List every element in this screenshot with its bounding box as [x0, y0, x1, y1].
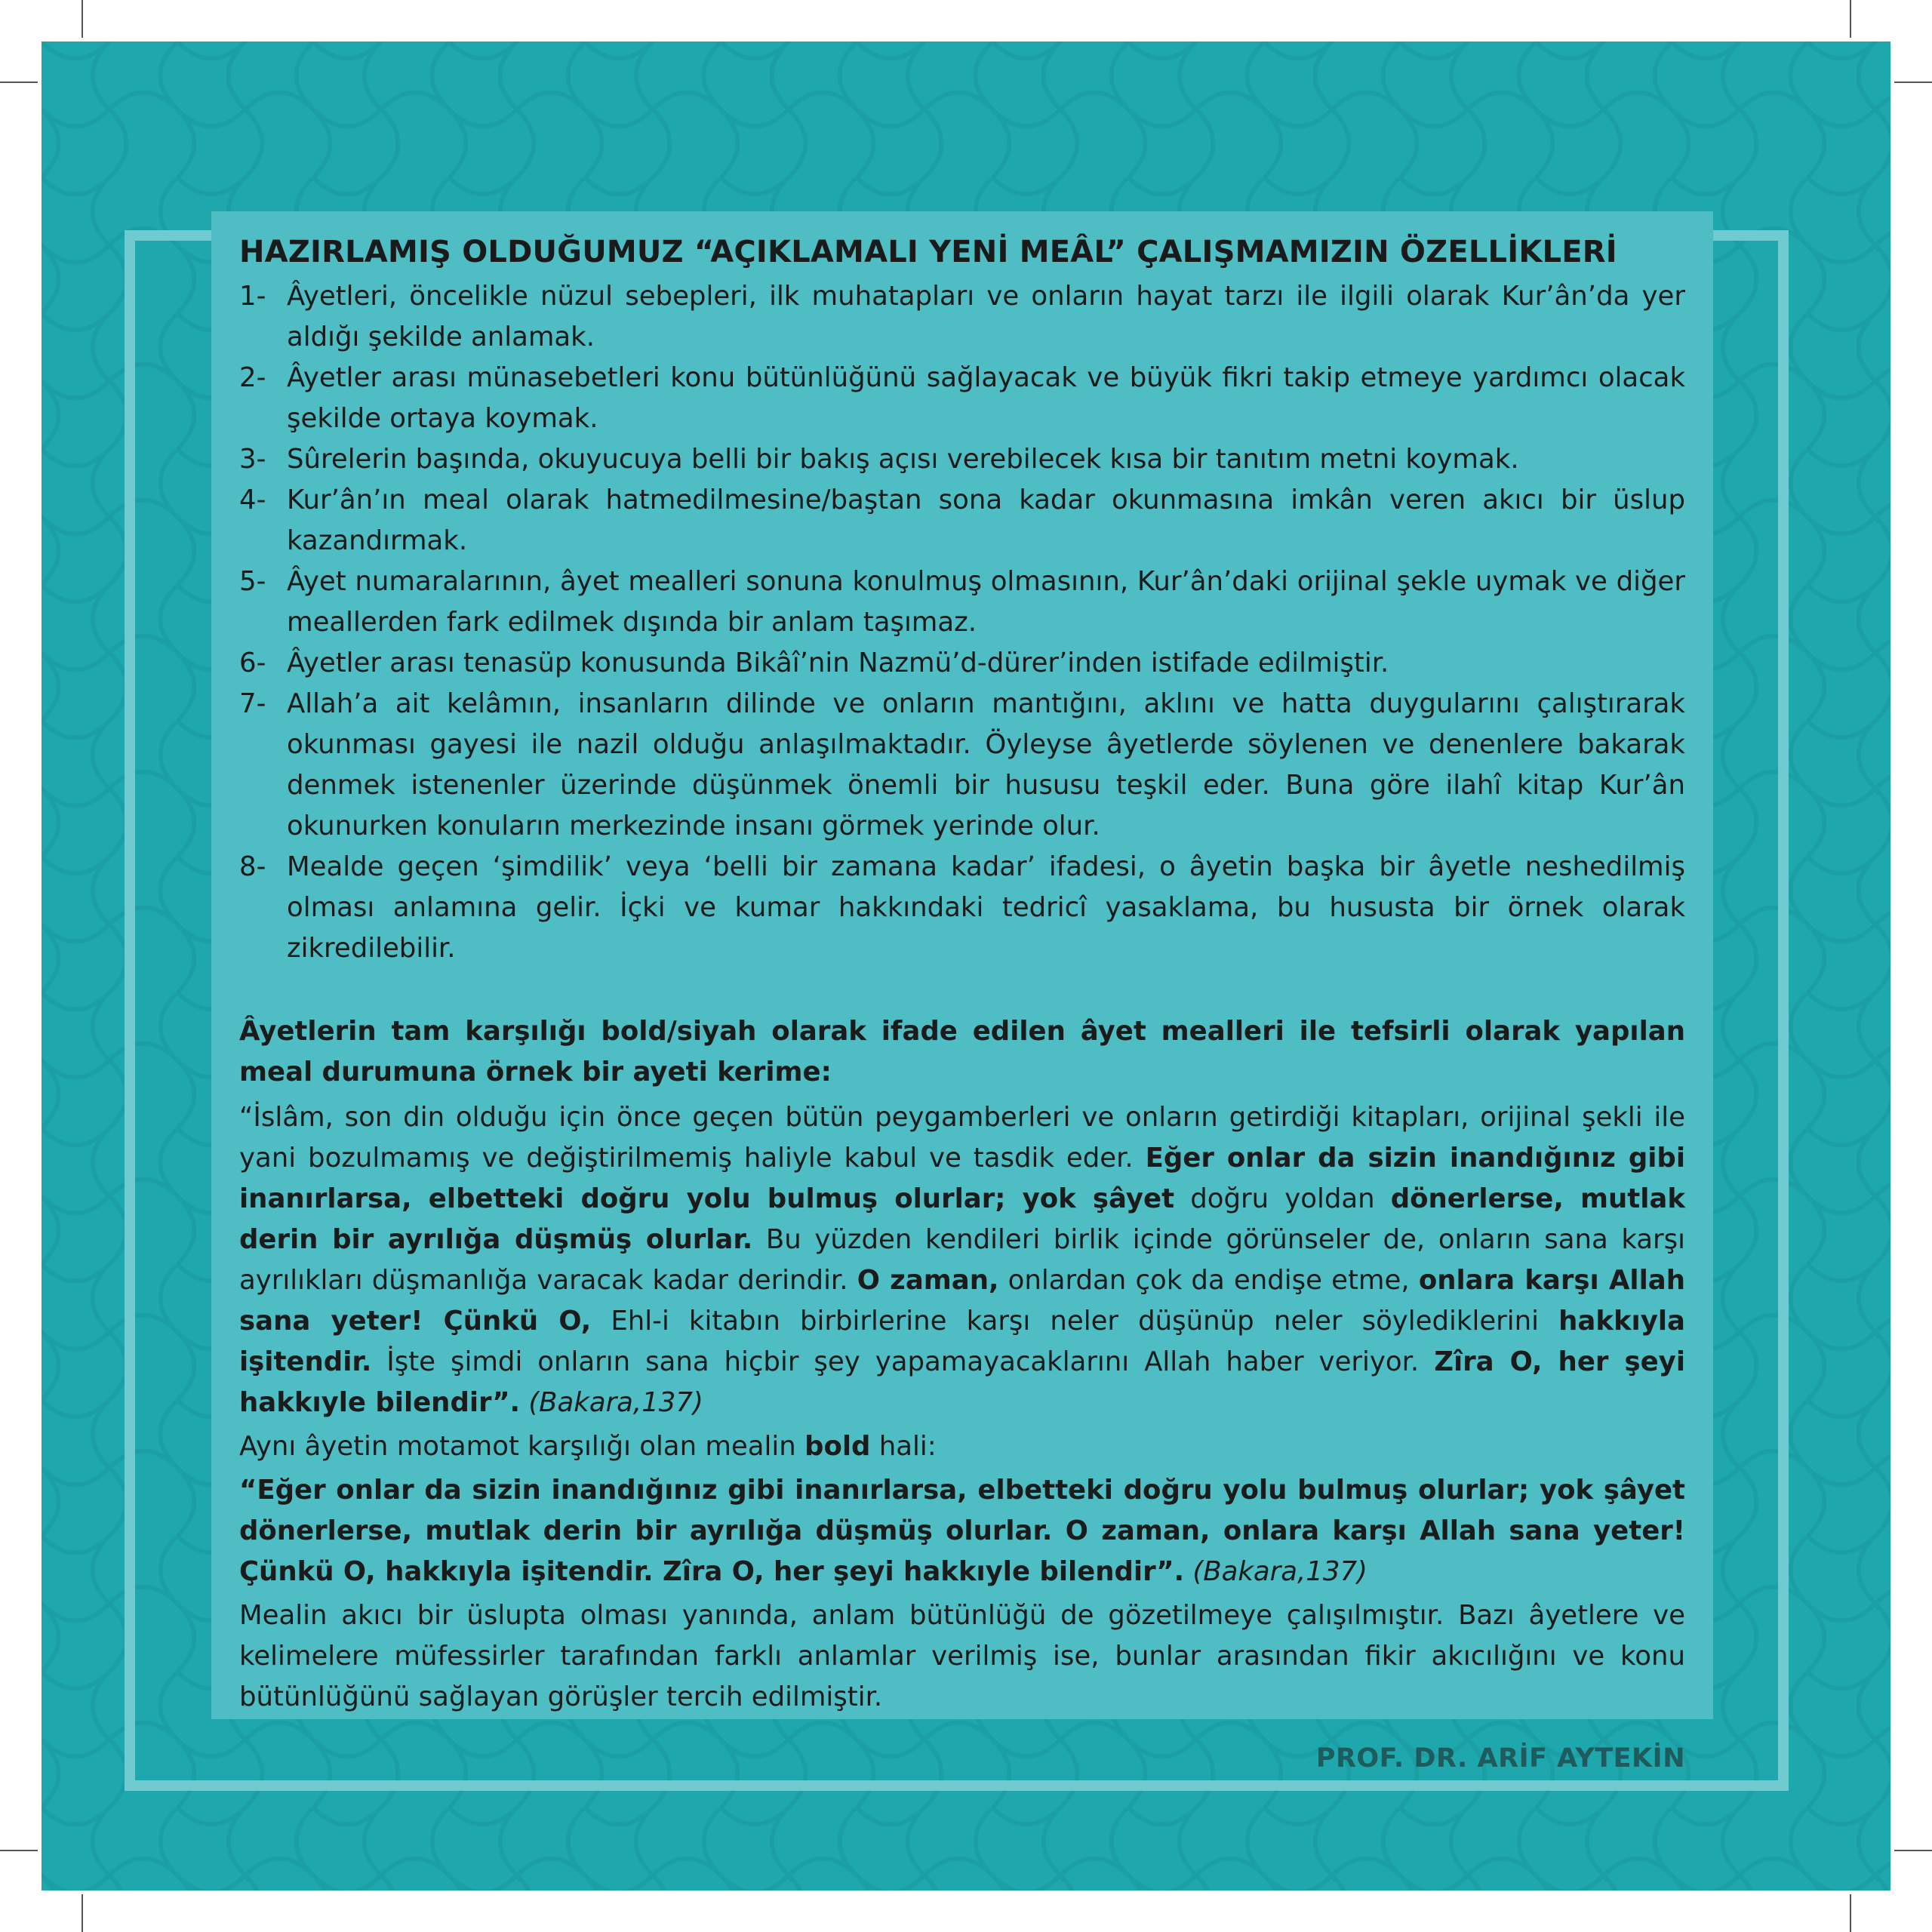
text-run: Bu yüzden kendileri birlik içinde görünseler de, onların sana karşı ayrılıkları düşmanlığa varacak kadar derindir. [239, 1224, 1685, 1296]
crop-mark [1850, 0, 1851, 38]
list-item [239, 480, 1685, 561]
text-run: doğru yoldan [1174, 1183, 1391, 1214]
crop-mark [1894, 1850, 1932, 1851]
crop-mark [82, 0, 83, 38]
bold-run: Zîra O, her şeyi hakkıyle bilendir”. [239, 1346, 1685, 1418]
crop-mark [0, 82, 38, 83]
bold-run: “Eğer onlar da sizin inandığınız gibi inanırlarsa, elbetteki doğru yolu bulmuş olurlar; yok şâyet dönerlerse, mutlak derin bir ayrılığa düşmüş olurlar. O zaman, onlara karşı Allah sana yeter! Çünkü O, hakkıyla işitendir. Zîra O, her şeyi hakkıyle bilendir”. [239, 1475, 1685, 1587]
item-number: 6- [239, 648, 266, 678]
list-item [239, 358, 1685, 439]
closing-paragraph: Mealin akıcı bir üslupta olması yanında, anlam bütünlüğü de gözetilmeye çalışılmıştır. Bazı âyetlere ve kelimelere müfessirler tarafından farklı anlamlar verilmiş ise, bunlar arasından fikir akıcılığını ve konu bütünlüğünü sağlayan görüşler tercih edilmiştir. [239, 1600, 1685, 1712]
text-run: hali: [870, 1431, 937, 1462]
item-text: Allah’a ait kelâmın, insanların dilinde ve onların mantığını, aklını ve hatta duygularını çalıştırarak okunması gayesi ile nazil olduğu anlaşılmaktadır. Öyleyse âyetlerde söylenen ve denenlere bakarak denmek istenenler üzerinde düşünmek önemli bir hususu teşkil eder. Buna göre ilahî kitap Kur’ân okunurken konuların merkezinde insanı görmek yerinde olur. [287, 688, 1685, 841]
item-number: 3- [239, 444, 266, 475]
list-item [239, 276, 1685, 358]
features-list [239, 276, 1685, 969]
text-run: “İslâm, son din olduğu için önce geçen bütün peygamberleri ve onların getirdiği kitapları, orijinal şekli ile yani bozulmamış ve değiştirilmemiş haliyle kabul ve tasdik eder. [239, 1102, 1685, 1174]
content-panel [211, 211, 1713, 1774]
list-item [239, 561, 1685, 643]
text-run: Ehl-i kitabın birbirlerine karşı neler düşünüp neler söylediklerini [591, 1306, 1559, 1337]
author-signature: PROF. DR. ARİF AYTEKİN [1315, 1743, 1685, 1774]
crop-mark [0, 1850, 38, 1851]
item-number: 4- [239, 485, 266, 515]
verse-reference: (Bakara,137) [1184, 1556, 1367, 1587]
bold-run: dönerlerse, mutlak derin bir ayrılığa düşmüş olurlar. [239, 1183, 1685, 1255]
crop-mark [82, 1894, 83, 1932]
literal-intro [239, 1426, 1685, 1467]
item-text: Sûrelerin başında, okuyucuya belli bir bakış açısı verebilecek kısa bir tanıtım metni koymak. [287, 444, 1519, 475]
item-text: Âyet numaralarının, âyet mealleri sonuna konulmuş olmasının, Kur’ân’daki orijinal şekle uymak ve diğer meallerden fark edilmek dışında bir anlam taşımaz. [287, 566, 1685, 638]
item-number: 1- [239, 281, 266, 312]
item-number: 7- [239, 688, 266, 719]
example-paragraph [239, 1097, 1685, 1423]
bold-run: onlara karşı Allah sana yeter! Çünkü O, [239, 1265, 1685, 1337]
item-number: 2- [239, 362, 266, 393]
text-run: Aynı âyetin motamot karşılığı olan mealin [239, 1431, 805, 1462]
item-text: Âyetler arası münasebetleri konu bütünlüğünü sağlayacak ve büyük fikri takip etmeye yardımcı olacak şekilde ortaya koymak. [287, 362, 1685, 434]
item-text: Âyetleri, öncelikle nüzul sebepleri, ilk muhatapları ve onların hayat tarzı ile ilgili olarak Kur’ân’da yer aldığı şekilde anlamak. [287, 281, 1685, 352]
list-item [239, 847, 1685, 969]
list-item [239, 643, 1685, 684]
item-text: Kur’ân’ın meal olarak hatmedilmesine/baştan sona kadar okunmasına imkân veren akıcı bir üslup kazandırmak. [287, 485, 1685, 556]
crop-mark [1894, 82, 1932, 83]
item-number: 8- [239, 851, 266, 882]
verse-reference: (Bakara,137) [520, 1387, 703, 1418]
item-text: Âyetler arası tenasüp konusunda Bikâî’nin Nazmü’d-dürer’inden istifade edilmiştir. [287, 648, 1389, 678]
bold-run: O zaman, [857, 1265, 999, 1296]
item-number: 5- [239, 566, 266, 597]
text-run: İşte şimdi onların sana hiçbir şey yapamayacaklarını Allah haber veriyor. [371, 1346, 1435, 1377]
example-heading: Âyetlerin tam karşılığı bold/siyah olarak ifade edilen âyet mealleri ile tefsirli olarak yapılan meal durumuna örnek bir ayeti kerime: [239, 1016, 1685, 1088]
page-title: HAZIRLAMIŞ OLDUĞUMUZ “AÇIKLAMALI YENİ MEÂL” ÇALIŞMAMIZIN ÖZELLİKLERİ [239, 235, 1617, 269]
list-item [239, 439, 1685, 480]
crop-mark [1850, 1894, 1851, 1932]
item-text: Mealde geçen ‘şimdilik’ veya ‘belli bir zamana kadar’ ifadesi, o âyetin başka bir âyetle neshedilmiş olması anlamına gelir. İçki ve kumar hakkındaki tedricî yasaklama, bu hususta bir örnek olarak zikredilebilir. [287, 851, 1685, 964]
list-item [239, 684, 1685, 847]
text-run: onlardan çok da endişe etme, [998, 1265, 1419, 1296]
bold-run: bold [804, 1431, 871, 1462]
bold-run: hakkıyla işitendir. [239, 1306, 1685, 1377]
bold-run: Eğer onlar da sizin inandığınız gibi inanırlarsa, elbetteki doğru yolu bulmuş olurlar; yok şâyet [239, 1143, 1685, 1214]
literal-translation [239, 1470, 1685, 1592]
